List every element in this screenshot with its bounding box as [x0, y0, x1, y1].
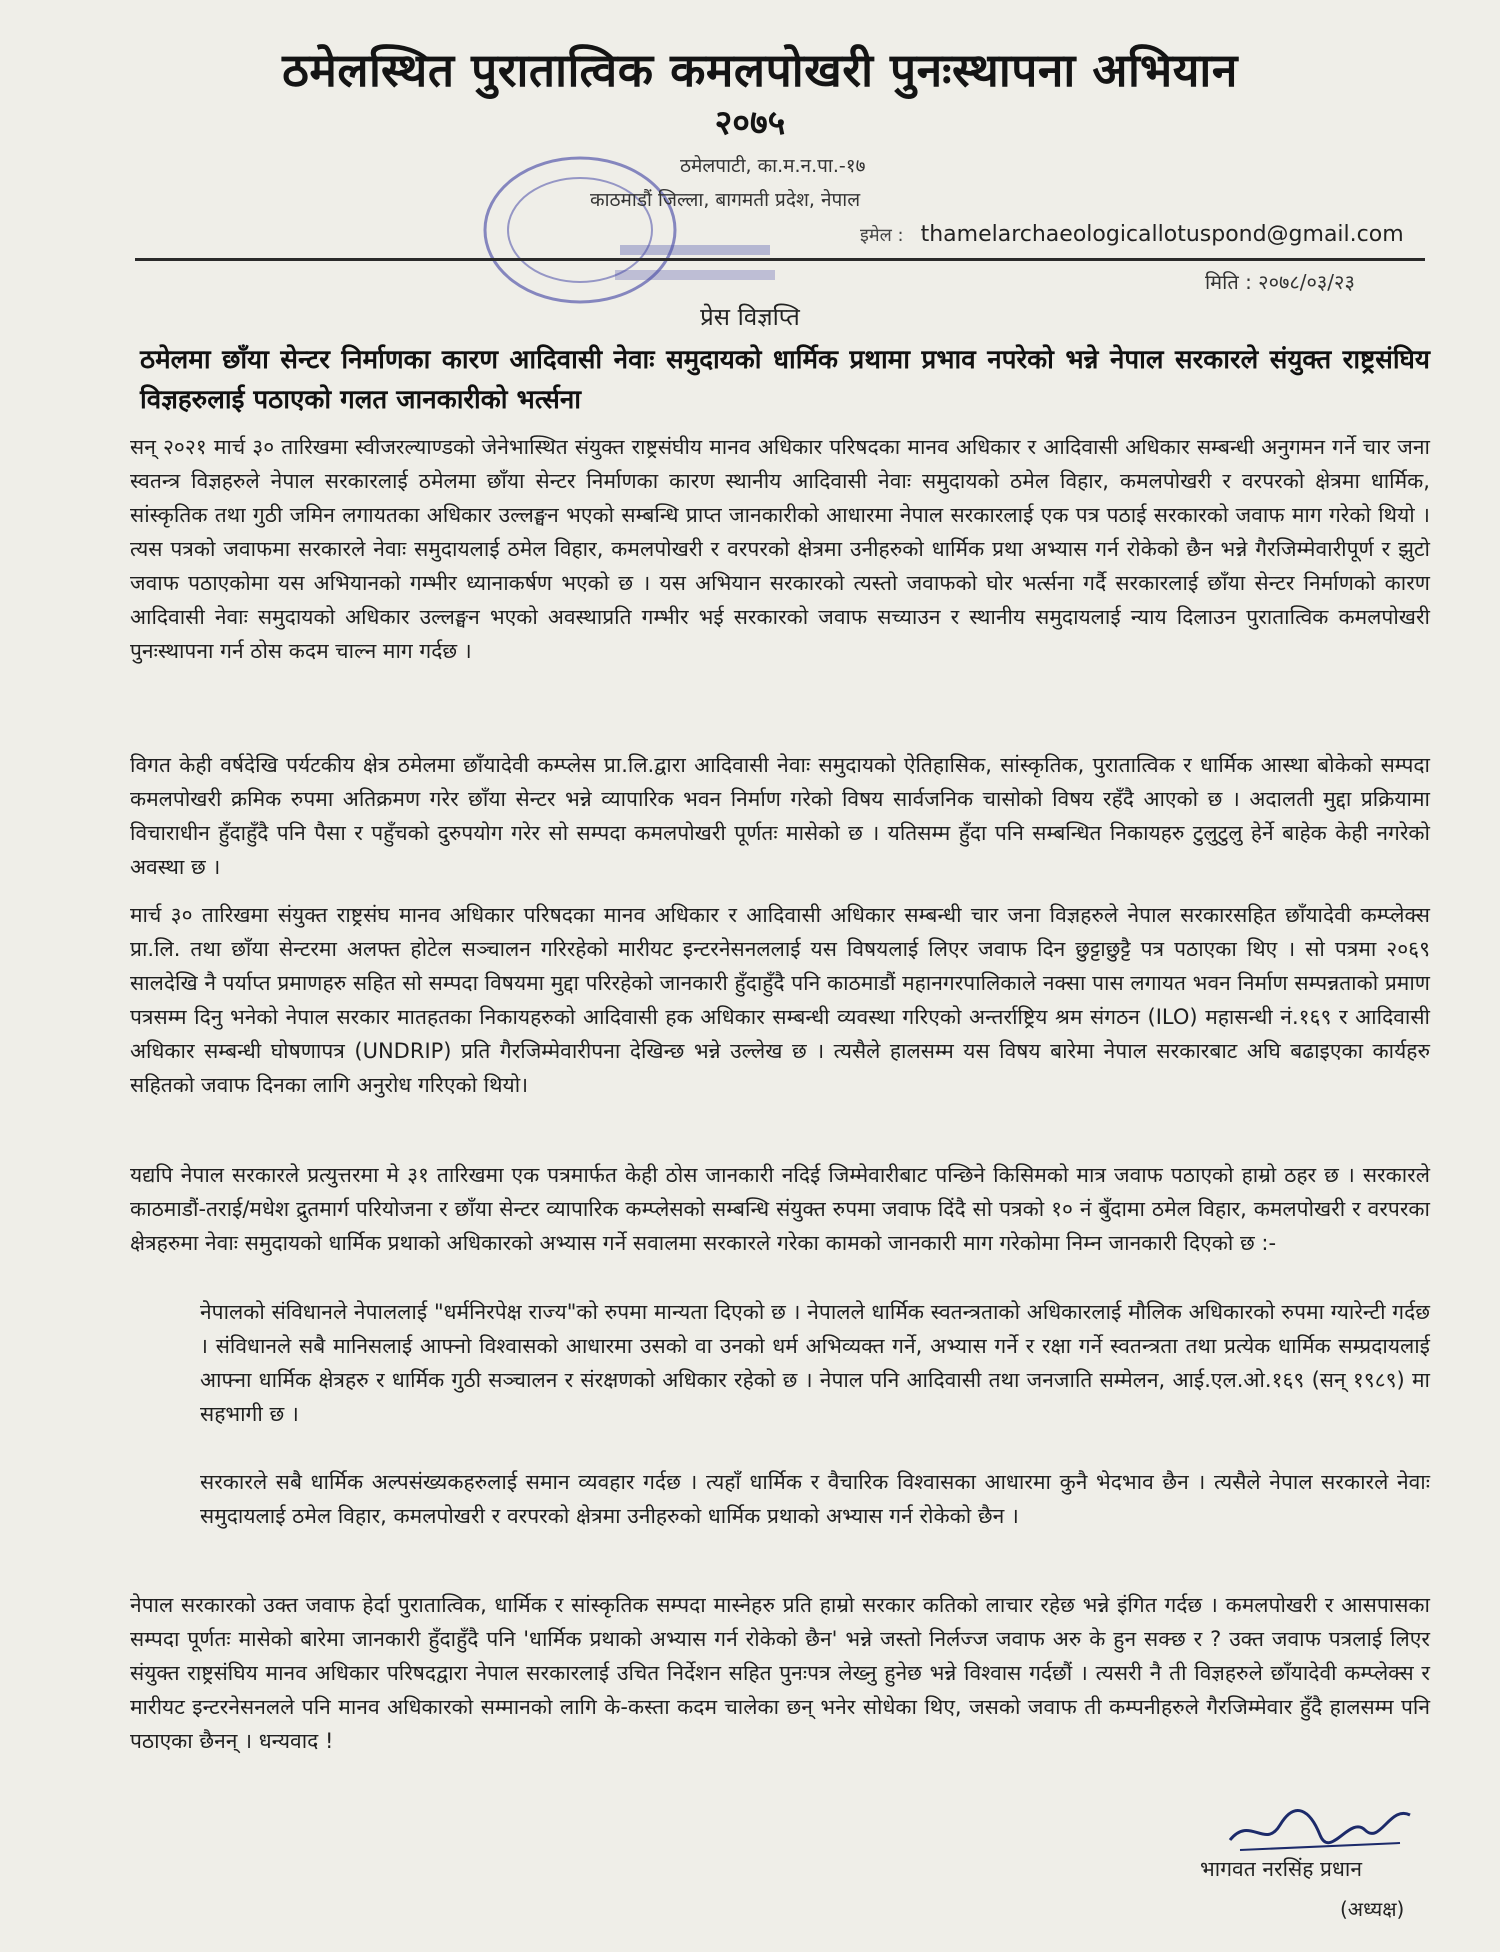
header-divider [135, 258, 1425, 261]
address-line-2: काठमाडौं जिल्ला, बागमती प्रदेश, नेपाल [590, 189, 861, 211]
paragraph-2 [130, 748, 1430, 884]
email-label: इमेल : [860, 225, 904, 246]
address-line-1: ठमेलपाटी, का.म.न.पा.-१७ [680, 155, 866, 177]
paragraph-text: नेपाल सरकारको उक्त जवाफ हेर्दा पुरातात्विक, धार्मिक र सांस्कृतिक सम्पदा मास्नेहरु प्रति हाम्रो सरकार कतिको लाचार रहेछ भन्ने इंगित गर्दछ । कमलपोखरी र आसपासका सम्पदा पूर्णतः मासेको बारेमा जानकारी हुँदाहुँदै पनि 'धार्मिक प्रथाको अभ्यास गर्न रोकेको छैन' भन्ने जस्तो निर्लज्ज जवाफ अरु के हुन सक्छ र ? उक्त जवाफ पत्रलाई लिएर संयुक्त राष्ट्रसंघिय मानव अधिकार परिषदद्वारा नेपाल सरकारलाई उचित निर्देशन सहित पुनःपत्र लेख्नु हुनेछ भन्ने विश्वास गर्दछौं । त्यसरी नै ती विज्ञहरुले छाँयादेवी कम्प्लेक्स र मारीयट इन्टरनेसनलले पनि मानव अधिकारको सम्मानको लागि के-कस्ता कदम चालेका छन् भनेर सोधेका थिए, जसको जवाफ ती कम्पनीहरुले गैरजिम्मेवार हुँदै हालसम्म पनि पठाएका छैनन् । धन्यवाद ! [130, 1593, 1430, 1753]
signatory-role: (अध्यक्ष) [1340, 1897, 1405, 1921]
quoted-text: नेपालको संविधानले नेपाललाई "धर्मनिरपेक्ष राज्य"को रुपमा मान्यता दिएको छ । नेपालले धार्मिक स्वतन्त्रताको अधिकारलाई मौलिक अधिकारको रुपमा ग्यारेन्टी गर्दछ । संविधानले सबै मानिसलाई आफ्नो विश्वासको आधारमा उसको वा उनको धर्म अभिव्यक्त गर्ने, अभ्यास गर्ने र रक्षा गर्ने स्वतन्त्रता तथा प्रत्येक धार्मिक सम्प्रदायलाई आफ्ना धार्मिक क्षेत्रहरु र धार्मिक गुठी सञ्चालन र संरक्षणको अधिकार रहेको छ । नेपाल पनि आदिवासी तथा जनजाति सम्मेलन, आई.एल.ओ.१६९ (सन् १९८९) मा सहभागी छ । [200, 1300, 1430, 1426]
headline: ठमेलमा छाँया सेन्टर निर्माणका कारण आदिवासी नेवाः समुदायको धार्मिक प्रथामा प्रभाव नपरेको भन्ने नेपाल सरकारले संयुक्त राष्ट्रसंघिय विज्ञहरुलाई पठाएको गलत जानकारीको भर्त्सना [140, 345, 1430, 415]
quoted-response-2 [200, 1465, 1430, 1533]
document-date: मिति : २०७८/०३/२३ [1205, 270, 1355, 294]
paragraph-3 [130, 898, 1430, 1102]
paragraph-5 [130, 1588, 1430, 1758]
email-address[interactable]: thamelarchaeologicallotuspond@gmail.com [920, 222, 1404, 247]
quoted-response-1 [200, 1295, 1430, 1431]
document-year: २०७५ [714, 103, 786, 143]
paragraph-4 [130, 1158, 1430, 1260]
paragraph-text: मार्च ३० तारिखमा संयुक्त राष्ट्रसंघ मानव अधिकार परिषदका मानव अधिकार र आदिवासी अधिकार सम्बन्धी चार जना विज्ञहरुले नेपाल सरकारसहित छाँयादेवी कम्प्लेक्स प्रा.लि. तथा छाँया सेन्टरमा अलफ्त होटेल सञ्चालन गरिरहेको मारीयट इन्टरनेसनललाई यस विषयलाई लिएर जवाफ दिन छुट्टाछुट्टै पत्र पठाएका थिए । सो पत्रमा २०६९ सालदेखि नै पर्याप्त प्रमाणहरु सहित सो सम्पदा विषयमा मुद्दा परिरहेको जानकारी हुँदाहुँदै पनि काठमाडौं महानगरपालिकाले नक्सा पास लगायत भवन निर्माण सम्पन्नताको प्रमाण पत्रसम्म दिनु भनेको नेपाल सरकार मातहतका निकायहरुको आदिवासी हक अधिकार सम्बन्धी व्यवस्था गरिएको अन्तर्राष्ट्रिय श्रम संगठन (ILO) महासन्धी नं.१६९ र आदिवासी अधिकार सम्बन्धी घोषणापत्र (UNDRIP) प्रति गैरजिम्मेवारीपना देखिन्छ भन्ने उल्लेख छ । त्यसैले हालसम्म यस विषय बारेमा नेपाल सरकारबाट अघि बढाइएका कार्यहरु सहितको जवाफ दिनका लागि अनुरोध गरिएको थियो। [130, 903, 1430, 1097]
paragraph-text: सन् २०२१ मार्च ३० तारिखमा स्वीजरल्याण्डको जेनेभास्थित संयुक्त राष्ट्रसंघीय मानव अधिकार परिषदका मानव अधिकार र आदिवासी अधिकार सम्बन्धी अनुगमन गर्ने चार जना स्वतन्त्र विज्ञहरुले नेपाल सरकारलाई ठमेलमा छाँया सेन्टर निर्माणका कारण स्थानीय आदिवासी नेवाः समुदायको ठमेल विहार, कमलपोखरी र वरपरको क्षेत्रमा धार्मिक, सांस्कृतिक तथा गुठी जमिन लगायतका अधिकार उल्लङ्घन भएको सम्बन्धि प्राप्त जानकारीको आधारमा नेपाल सरकारलाई एक पत्र पठाई सरकारको जवाफ माग गरेको थियो । त्यस पत्रको जवाफमा सरकारले नेवाः समुदायलाई ठमेल विहार, कमलपोखरी र वरपरको क्षेत्रमा उनीहरुको धार्मिक प्रथा अभ्यास गर्न रोकेको छैन भन्ने गैरजिम्मेवारीपूर्ण र झुटो जवाफ पठाएकोमा यस अभियानको गम्भीर ध्यानाकर्षण भएको छ । यस अभियान सरकारको त्यस्तो जवाफको घोर भर्त्सना गर्दै सरकारलाई छाँया सेन्टर निर्माणको कारण आदिवासी नेवाः समुदायको अधिकार उल्लङ्घन भएको अवस्थाप्रति गम्भीर भई सरकारको जवाफ सच्याउन र स्थानीय समुदायलाई न्याय दिलाउन पुरातात्विक कमलपोखरी पुनःस्थापना गर्न ठोस कदम चाल्न माग गर्दछ । [130, 435, 1430, 663]
email-row [860, 222, 1404, 247]
quoted-text: सरकारले सबै धार्मिक अल्पसंख्यकहरुलाई समान व्यवहार गर्दछ । त्यहाँ धार्मिक र वैचारिक विश्वासका आधारमा कुनै भेदभाव छैन । त्यसैले नेपाल सरकारले नेवाः समुदायलाई ठमेल विहार, कमलपोखरी र वरपरको क्षेत्रमा उनीहरुको धार्मिक प्रथाको अभ्यास गर्न रोकेको छैन । [200, 1470, 1430, 1528]
signatory-name: भागवत नरसिंह प्रधान [1200, 1857, 1363, 1881]
paragraph-text: यद्यपि नेपाल सरकारले प्रत्युत्तरमा मे ३१ तारिखमा एक पत्रमार्फत केही ठोस जानकारी नदिई जिम्मेवारीबाट पन्छिने किसिमको मात्र जवाफ पठाएको हाम्रो ठहर छ । सरकारले काठमाडौं-तराई/मधेश द्रुतमार्ग परियोजना र छाँया सेन्टर व्यापारिक कम्प्लेसको सम्बन्धि संयुक्त रुपमा जवाफ दिंदै सो पत्रको १० नं बुँदामा ठमेल विहार, कमलपोखरी र वरपरका क्षेत्रहरुमा नेवाः समुदायको धार्मिक प्रथाको अधिकारको अभ्यास गर्ने सवालमा सरकारले गरेका कामको जानकारी माग गरेकोमा निम्न जानकारी दिएको छ :- [130, 1163, 1430, 1255]
press-release-label: प्रेस विज्ञप्ति [700, 303, 800, 331]
paragraph-1 [130, 430, 1430, 668]
document-title: ठमेलस्थित पुरातात्विक कमलपोखरी पुनःस्थापना अभियान [282, 43, 1238, 97]
paragraph-text: विगत केही वर्षदेखि पर्यटकीय क्षेत्र ठमेलमा छाँयादेवी कम्प्लेस प्रा.लि.द्वारा आदिवासी नेवाः समुदायको ऐतिहासिक, सांस्कृतिक, पुरातात्विक र धार्मिक आस्था बोकेको सम्पदा कमलपोखरी क्रमिक रुपमा अतिक्रमण गरेर छाँया सेन्टर भन्ने व्यापारिक भवन निर्माण गरेको विषय सार्वजनिक चासोको विषय रहँदै आएको छ । अदालती मुद्दा प्रक्रियामा विचाराधीन हुँदाहुँदै पनि पैसा र पहुँचको दुरुपयोग गरेर सो सम्पदा कमलपोखरी पूर्णतः मासेको छ । यतिसम्म हुँदा पनि सम्बन्धित निकायहरु टुलुटुलु हेर्ने बाहेक केही नगरेको अवस्था छ । [130, 753, 1430, 879]
